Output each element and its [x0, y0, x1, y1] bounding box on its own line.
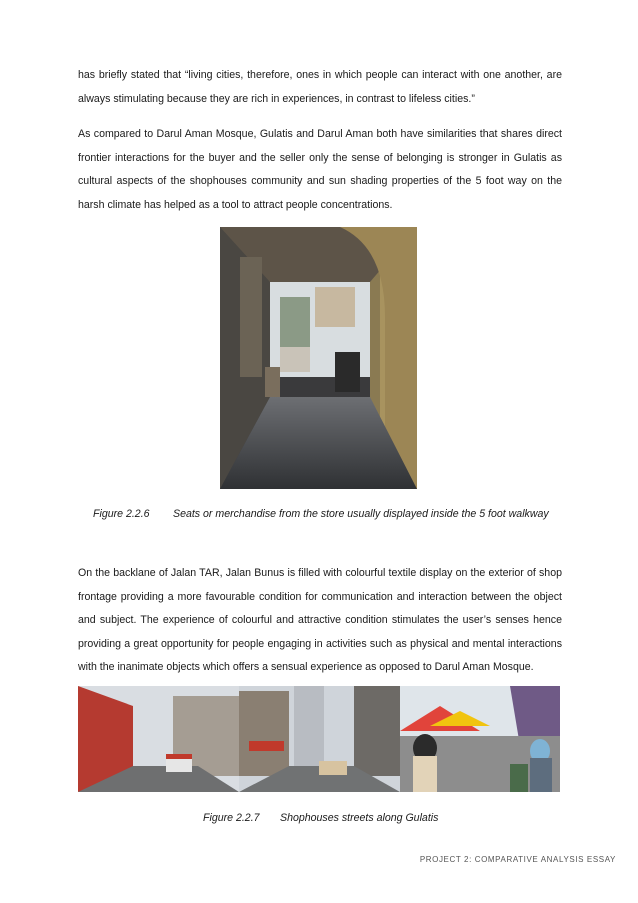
- street-photo-2: [239, 686, 400, 792]
- street-photo-3: [400, 686, 560, 792]
- figure-2-2-7-number: Figure 2.2.7: [203, 812, 260, 824]
- paragraph-jalan-bunus: On the backlane of Jalan TAR, Jalan Bunus is filled with colourful textile display on the exterior of shop frontage providing a more favourable condition for communication and interaction between the object and subject. The experience of colourful and attractive condition stimulates the user’s senses hence providing a great opportunity for people engaging in activities such as physical and mental interactions with the inanimate objects which offers a sensual experience as opposed to Darul Aman Mosque.: [78, 567, 562, 673]
- street-illustration-1: [78, 686, 239, 792]
- figure-2-2-6-caption: Seats or merchandise from the store usually displayed inside the 5 foot walkway: [173, 508, 549, 520]
- walkway-photo: [220, 227, 417, 489]
- walkway-illustration: [220, 227, 417, 489]
- figure-2-2-6-number: Figure 2.2.6: [93, 508, 150, 520]
- paragraph-intro: has briefly stated that “living cities, therefore, ones in which people can interact with one another, are always stimulating because they are rich in experiences, in contrast to lifeless cities.”: [78, 69, 562, 105]
- street-illustration-3: [400, 686, 560, 792]
- figure-2-2-7-caption: Shophouses streets along Gulatis: [280, 812, 439, 824]
- street-illustration-2: [239, 686, 400, 792]
- page-footer: PROJECT 2: COMPARATIVE ANALYSIS ESSAY: [419, 855, 616, 864]
- paragraph-comparison: As compared to Darul Aman Mosque, Gulatis and Darul Aman both have similarities that shares direct frontier interactions for the buyer and the seller only the sense of belonging is stronger in Gulatis as cultural aspects of the shophouses community and sun shading properties of the 5 foot way on the harsh climate has helped as a tool to attract people concentrations.: [78, 128, 562, 211]
- street-photo-1: [78, 686, 239, 792]
